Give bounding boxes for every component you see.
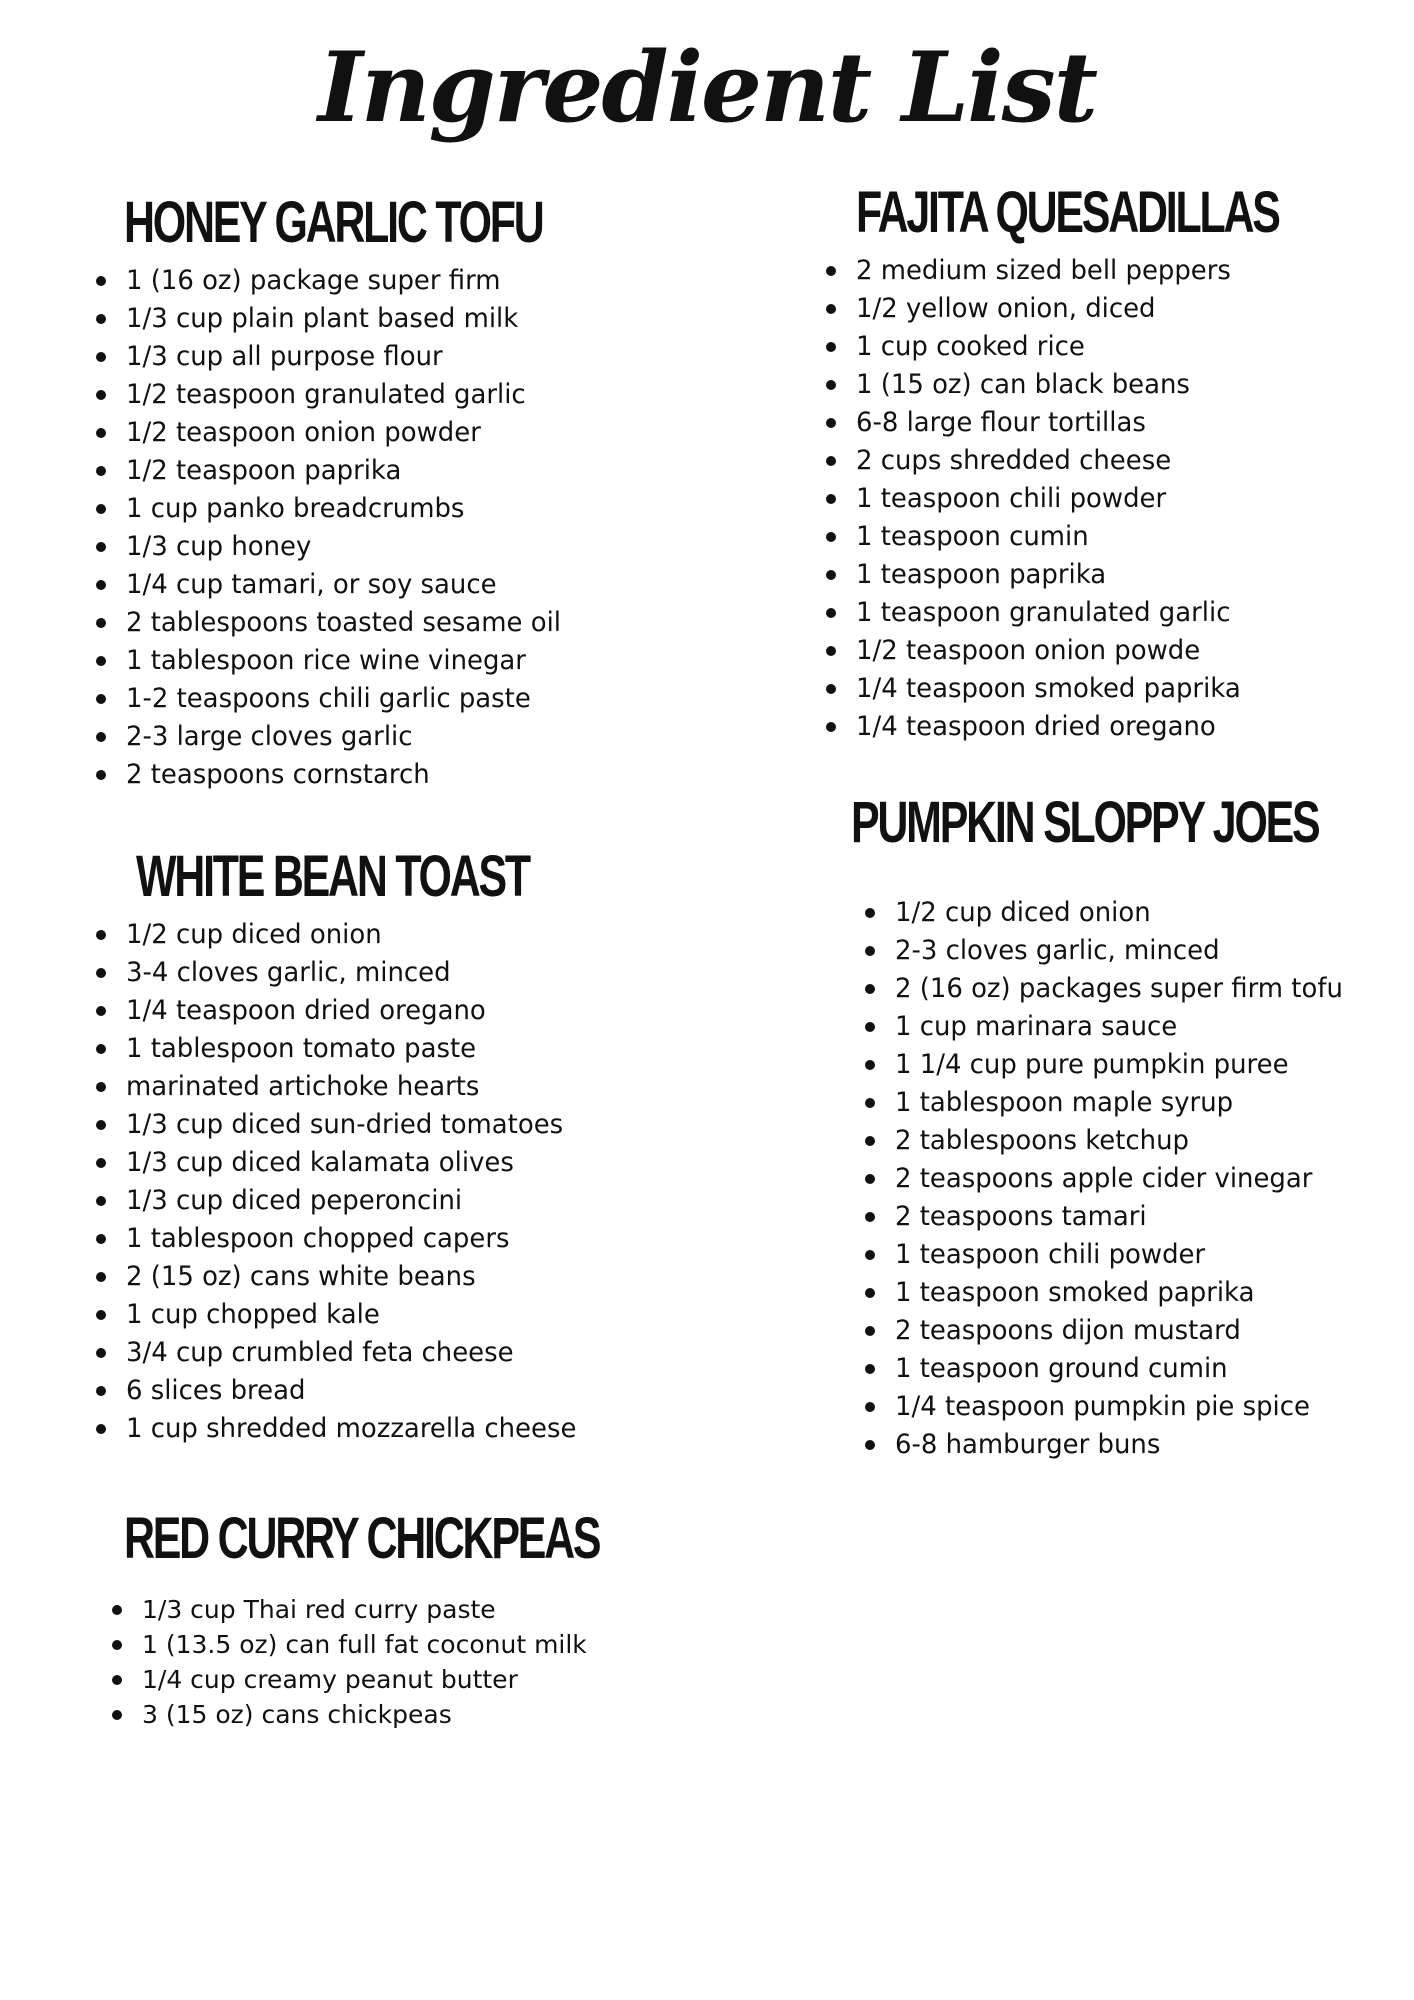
ingredient-text: 1/4 teaspoon pumpkin pie spice: [895, 1391, 1310, 1422]
ingredient-text: 1 cup shredded mozzarella cheese: [126, 1413, 577, 1444]
bullet-icon: [112, 1605, 122, 1615]
ingredient-list: [112, 1592, 766, 1732]
ingredient-text: 1-2 teaspoons chili garlic paste: [126, 683, 531, 714]
ingredient-text: 1 tablespoon maple syrup: [895, 1087, 1234, 1118]
bullet-icon: [865, 1288, 875, 1298]
bullet-icon: [96, 1120, 106, 1130]
list-item: [96, 954, 667, 992]
ingredient-text: 2 cups shredded cheese: [856, 445, 1172, 476]
ingredient-text: 6-8 hamburger buns: [895, 1429, 1161, 1460]
list-item: [826, 404, 1414, 442]
list-item: [96, 916, 667, 954]
ingredient-text: 3-4 cloves garlic, minced: [126, 957, 451, 988]
ingredient-text: 1 teaspoon cumin: [856, 521, 1089, 552]
bullet-icon: [96, 504, 106, 514]
list-item: [96, 1410, 667, 1448]
bullet-icon: [96, 428, 106, 438]
ingredient-text: 2-3 cloves garlic, minced: [895, 935, 1220, 966]
list-item: [865, 1198, 1414, 1236]
list-item: [96, 1182, 667, 1220]
ingredient-text: 1/3 cup diced peperoncini: [126, 1185, 463, 1216]
ingredient-list: [96, 916, 667, 1448]
list-item: [96, 1106, 667, 1144]
bullet-icon: [865, 1098, 875, 1108]
bullet-icon: [96, 732, 106, 742]
ingredient-text: 3/4 cup crumbled feta cheese: [126, 1337, 514, 1368]
bullet-icon: [96, 694, 106, 704]
ingredient-text: 2 tablespoons toasted sesame oil: [126, 607, 561, 638]
bullet-icon: [96, 390, 106, 400]
list-item: [96, 300, 690, 338]
list-item: [96, 376, 690, 414]
list-item: [865, 1426, 1414, 1464]
ingredient-text: 1 cup panko breadcrumbs: [126, 493, 465, 524]
ingredient-text: 1 (15 oz) can black beans: [856, 369, 1190, 400]
list-item: [826, 518, 1414, 556]
bullet-icon: [96, 466, 106, 476]
list-item: [865, 1274, 1414, 1312]
ingredient-text: 1 tablespoon rice wine vinegar: [126, 645, 526, 676]
ingredient-text: 1 cup chopped kale: [126, 1299, 380, 1330]
ingredient-text: marinated artichoke hearts: [126, 1071, 480, 1102]
bullet-icon: [96, 1386, 106, 1396]
bullet-icon: [865, 946, 875, 956]
bullet-icon: [96, 1348, 106, 1358]
bullet-icon: [96, 352, 106, 362]
list-item: [96, 642, 690, 680]
bullet-icon: [865, 1022, 875, 1032]
page-title: Ingredient List: [317, 31, 1097, 144]
ingredient-text: 1/4 cup creamy peanut butter: [142, 1665, 518, 1694]
section-pumpkin-sloppy-joes: [851, 786, 1414, 1464]
list-item: [826, 594, 1414, 632]
bullet-icon: [865, 1440, 875, 1450]
bullet-icon: [865, 908, 875, 918]
section-honey-garlic-tofu: [96, 186, 690, 794]
ingredient-text: 1/2 cup diced onion: [126, 919, 382, 950]
list-item: [865, 932, 1414, 970]
bullet-icon: [826, 608, 836, 618]
ingredient-text: 1/3 cup diced kalamata olives: [126, 1147, 514, 1178]
ingredient-text: 1 teaspoon paprika: [856, 559, 1107, 590]
bullet-icon: [865, 1250, 875, 1260]
ingredient-text: 1/3 cup diced sun-dried tomatoes: [126, 1109, 564, 1140]
list-item: [96, 1372, 667, 1410]
bullet-icon: [96, 314, 106, 324]
bullet-icon: [96, 1044, 106, 1054]
bullet-icon: [96, 656, 106, 666]
list-item: [826, 290, 1414, 328]
list-item: [96, 1334, 667, 1372]
bullet-icon: [826, 418, 836, 428]
bullet-icon: [826, 684, 836, 694]
ingredient-text: 1 teaspoon smoked paprika: [895, 1277, 1255, 1308]
ingredient-text: 2 teaspoons cornstarch: [126, 759, 430, 790]
ingredient-text: 1 teaspoon granulated garlic: [856, 597, 1231, 628]
ingredient-text: 1/4 teaspoon smoked paprika: [856, 673, 1241, 704]
ingredient-text: 1/2 yellow onion, diced: [856, 293, 1156, 324]
list-item: [865, 970, 1414, 1008]
ingredient-text: 1 teaspoon chili powder: [856, 483, 1167, 514]
ingredient-text: 2 teaspoons apple cider vinegar: [895, 1163, 1313, 1194]
list-item: [865, 1084, 1414, 1122]
bullet-icon: [96, 1234, 106, 1244]
bullet-icon: [826, 342, 836, 352]
list-item: [865, 1122, 1414, 1160]
ingredient-text: 1 (16 oz) package super firm: [126, 265, 501, 296]
ingredient-text: 6-8 large flour tortillas: [856, 407, 1146, 438]
ingredient-text: 1 teaspoon ground cumin: [895, 1353, 1228, 1384]
ingredient-text: 1 cup cooked rice: [856, 331, 1085, 362]
list-item: [96, 604, 690, 642]
bullet-icon: [865, 1364, 875, 1374]
ingredient-text: 2 teaspoons dijon mustard: [895, 1315, 1241, 1346]
list-item: [96, 414, 690, 452]
bullet-icon: [826, 532, 836, 542]
ingredient-list: [865, 894, 1414, 1464]
list-item: [826, 480, 1414, 518]
ingredient-text: 2 medium sized bell peppers: [856, 255, 1231, 286]
ingredient-text: 1 teaspoon chili powder: [895, 1239, 1206, 1270]
ingredient-text: 1 cup marinara sauce: [895, 1011, 1178, 1042]
list-item: [826, 708, 1414, 746]
list-item: [96, 566, 690, 604]
list-item: [96, 718, 690, 756]
bullet-icon: [96, 618, 106, 628]
bullet-icon: [96, 1424, 106, 1434]
bullet-icon: [826, 646, 836, 656]
list-item: [826, 366, 1414, 404]
section-title: PUMPKIN SLOPPY JOES: [851, 790, 1319, 855]
list-item: [96, 680, 690, 718]
ingredient-text: 1/4 teaspoon dried oregano: [856, 711, 1216, 742]
section-red-curry-chickpeas: [112, 1502, 766, 1732]
ingredient-text: 6 slices bread: [126, 1375, 306, 1406]
bullet-icon: [826, 380, 836, 390]
bullet-icon: [96, 930, 106, 940]
bullet-icon: [112, 1710, 122, 1720]
ingredient-text: 3 (15 oz) cans chickpeas: [142, 1700, 452, 1729]
list-item: [865, 894, 1414, 932]
ingredient-text: 2 tablespoons ketchup: [895, 1125, 1189, 1156]
bullet-icon: [96, 1158, 106, 1168]
bullet-icon: [826, 494, 836, 504]
list-item: [96, 1258, 667, 1296]
list-item: [865, 1008, 1414, 1046]
list-item: [96, 1030, 667, 1068]
list-item: [112, 1662, 766, 1697]
section-title: WHITE BEAN TOAST: [136, 844, 529, 909]
list-item: [826, 670, 1414, 708]
ingredient-text: 1/2 teaspoon paprika: [126, 455, 402, 486]
bullet-icon: [96, 1310, 106, 1320]
ingredient-text: 1 1/4 cup pure pumpkin puree: [895, 1049, 1289, 1080]
list-item: [96, 452, 690, 490]
ingredient-text: 1/2 cup diced onion: [895, 897, 1151, 928]
list-item: [865, 1236, 1414, 1274]
list-item: [112, 1697, 766, 1732]
bullet-icon: [826, 304, 836, 314]
list-item: [865, 1312, 1414, 1350]
bullet-icon: [96, 1006, 106, 1016]
list-item: [865, 1160, 1414, 1198]
section-title: HONEY GARLIC TOFU: [124, 190, 543, 255]
list-item: [96, 528, 690, 566]
bullet-icon: [96, 580, 106, 590]
list-item: [826, 252, 1414, 290]
list-item: [96, 992, 667, 1030]
ingredient-list: [826, 252, 1414, 746]
bullet-icon: [826, 266, 836, 276]
ingredient-text: 1/4 teaspoon dried oregano: [126, 995, 486, 1026]
ingredient-text: 2 (15 oz) cans white beans: [126, 1261, 476, 1292]
list-item: [112, 1627, 766, 1662]
bullet-icon: [865, 1174, 875, 1184]
ingredient-text: 2 teaspoons tamari: [895, 1201, 1147, 1232]
ingredient-text: 1/3 cup Thai red curry paste: [142, 1595, 496, 1624]
ingredient-text: 1/2 teaspoon onion powder: [126, 417, 481, 448]
bullet-icon: [96, 1082, 106, 1092]
ingredient-text: 1/3 cup honey: [126, 531, 312, 562]
ingredient-text: 1/3 cup plain plant based milk: [126, 303, 519, 334]
bullet-icon: [112, 1675, 122, 1685]
ingredient-text: 2 (16 oz) packages super firm tofu: [895, 973, 1343, 1004]
bullet-icon: [96, 542, 106, 552]
bullet-icon: [865, 1060, 875, 1070]
bullet-icon: [112, 1640, 122, 1650]
bullet-icon: [826, 722, 836, 732]
list-item: [96, 1220, 667, 1258]
section-fajita-quesadillas: [826, 176, 1414, 746]
bullet-icon: [96, 770, 106, 780]
ingredient-list: [96, 262, 690, 794]
ingredient-text: 1/2 teaspoon onion powde: [856, 635, 1201, 666]
bullet-icon: [865, 1326, 875, 1336]
list-item: [826, 556, 1414, 594]
ingredient-text: 1 tablespoon tomato paste: [126, 1033, 477, 1064]
list-item: [96, 338, 690, 376]
list-item: [865, 1388, 1414, 1426]
ingredient-text: 1/3 cup all purpose flour: [126, 341, 443, 372]
list-item: [96, 1068, 667, 1106]
bullet-icon: [865, 1136, 875, 1146]
list-item: [96, 1296, 667, 1334]
list-item: [96, 490, 690, 528]
bullet-icon: [865, 1212, 875, 1222]
bullet-icon: [96, 968, 106, 978]
bullet-icon: [96, 1272, 106, 1282]
section-title: FAJITA QUESADILLAS: [856, 180, 1279, 245]
bullet-icon: [865, 1402, 875, 1412]
list-item: [112, 1592, 766, 1627]
ingredient-text: 1/4 cup tamari, or soy sauce: [126, 569, 497, 600]
bullet-icon: [826, 570, 836, 580]
list-item: [865, 1046, 1414, 1084]
ingredient-text: 1 (13.5 oz) can full fat coconut milk: [142, 1630, 587, 1659]
list-item: [96, 1144, 667, 1182]
ingredient-text: 1/2 teaspoon granulated garlic: [126, 379, 526, 410]
ingredient-text: 1 tablespoon chopped capers: [126, 1223, 510, 1254]
ingredient-text: 2-3 large cloves garlic: [126, 721, 413, 752]
list-item: [96, 756, 690, 794]
list-item: [826, 442, 1414, 480]
bullet-icon: [865, 984, 875, 994]
list-item: [96, 262, 690, 300]
bullet-icon: [826, 456, 836, 466]
section-title: RED CURRY CHICKPEAS: [124, 1506, 600, 1571]
list-item: [865, 1350, 1414, 1388]
bullet-icon: [96, 1196, 106, 1206]
list-item: [826, 328, 1414, 366]
bullet-icon: [96, 276, 106, 286]
list-item: [826, 632, 1414, 670]
section-white-bean-toast: [96, 840, 667, 1448]
